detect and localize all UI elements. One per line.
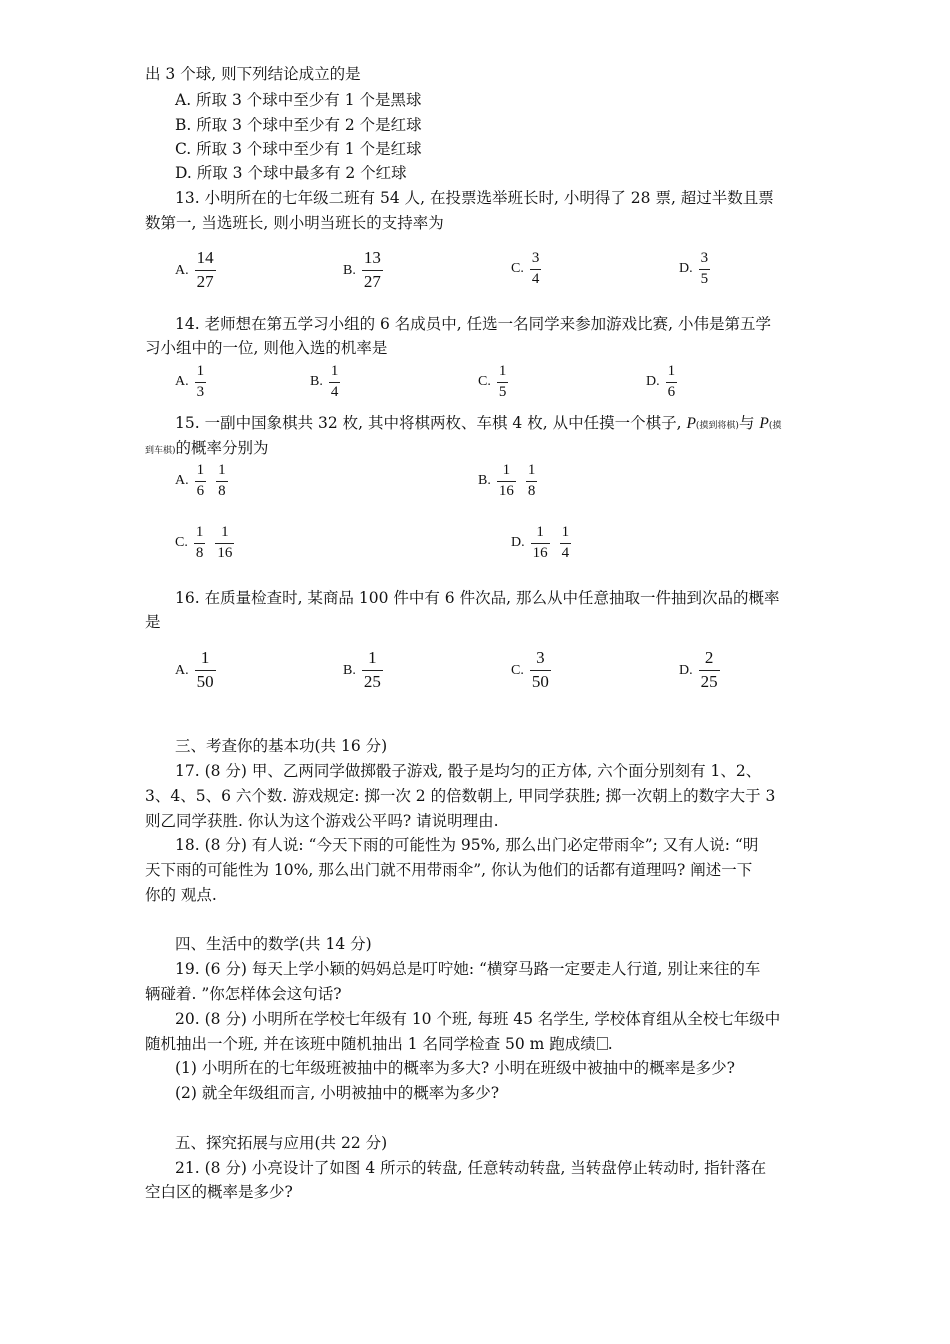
q16-option-b bbox=[343, 648, 383, 693]
q21-line1: 21. (8 分) 小亮设计了如图 4 所示的转盘, 任意转动转盘, 当转盘停止转动时, 指针落在 bbox=[175, 1159, 767, 1177]
q20-line2 bbox=[145, 1033, 613, 1055]
option-label: D. bbox=[679, 261, 693, 276]
numerator: 1 bbox=[561, 524, 570, 540]
option-label: B. bbox=[310, 374, 323, 389]
q12-option-a: A. 所取 3 个球中至少有 1 个是黑球 bbox=[175, 91, 422, 109]
numerator: 1 bbox=[196, 462, 205, 478]
numerator: 1 bbox=[330, 363, 339, 379]
q13-option-d bbox=[679, 250, 710, 288]
option-label: C. bbox=[478, 374, 491, 389]
denominator: 50 bbox=[531, 672, 549, 691]
q19-line1: 19. (6 分) 每天上学小颖的妈妈总是叮咛她: “横穿马路一定要走人行道, 别让来往的车 bbox=[175, 960, 761, 978]
denominator: 6 bbox=[196, 483, 205, 499]
probability-symbol: P bbox=[686, 415, 696, 432]
numerator: 1 bbox=[527, 462, 536, 478]
denominator: 5 bbox=[700, 271, 709, 287]
denominator: 3 bbox=[196, 384, 205, 400]
q14-line2: 习小组中的一位, 则他入选的机率是 bbox=[145, 339, 388, 357]
numerator: 1 bbox=[536, 524, 544, 540]
option-label: A. bbox=[175, 473, 189, 488]
numerator: 1 bbox=[368, 648, 377, 667]
q15-line1 bbox=[175, 412, 781, 437]
q16-option-d bbox=[679, 648, 720, 693]
q14-option-a bbox=[175, 363, 206, 401]
numerator: 1 bbox=[200, 648, 210, 667]
option-label: A. bbox=[175, 662, 189, 678]
denominator: 50 bbox=[196, 672, 214, 691]
q16-line2: 是 bbox=[145, 613, 161, 631]
q12-tail: 出 3 个球, 则下列结论成立的是 bbox=[145, 65, 361, 83]
denominator: 27 bbox=[363, 272, 381, 291]
q15-option-a bbox=[175, 462, 228, 500]
q20-sub1: (1) 小明所在的七年级班被抽中的概率为多大? 小明在班级中被抽中的概率是多少? bbox=[175, 1059, 735, 1077]
q14-option-c bbox=[478, 363, 508, 401]
section4-title: 四、生活中的数学(共 14 分) bbox=[175, 935, 372, 953]
denominator: 4 bbox=[330, 384, 339, 400]
numerator: 1 bbox=[195, 524, 204, 540]
q18-line1: 18. (8 分) 有人说: “今天下雨的可能性为 95%, 那么出门必定带雨伞”; 又有人说: “明 bbox=[175, 836, 759, 854]
option-label: B. bbox=[478, 473, 491, 488]
denominator: 8 bbox=[195, 545, 204, 561]
numerator: 1 bbox=[221, 524, 229, 540]
q20-sub2: (2) 就全年级组而言, 小明被抽中的概率为多少? bbox=[175, 1084, 500, 1102]
denominator: 25 bbox=[700, 672, 718, 691]
numerator: 1 bbox=[667, 363, 676, 379]
denominator: 16 bbox=[498, 483, 514, 499]
numerator: 14 bbox=[196, 248, 214, 267]
q15-subscript-2b: 到车棋) bbox=[145, 446, 176, 456]
q13-option-a bbox=[175, 248, 216, 293]
numerator: 2 bbox=[704, 648, 714, 667]
numerator: 1 bbox=[196, 363, 205, 379]
q20-period: . bbox=[607, 1035, 613, 1053]
denominator: 16 bbox=[217, 545, 233, 561]
q16-option-c bbox=[511, 648, 551, 693]
q20-text: 随机抽出一个班, 并在该班中随机抽出 1 名同学检查 50 m 跑成绩 bbox=[145, 1035, 596, 1053]
q15-subscript-1: (摸到将棋) bbox=[695, 421, 739, 431]
q19-line2: 辆碰着. ”你怎样体会这句话? bbox=[145, 985, 342, 1003]
q12-option-c: C. 所取 3 个球中至少有 1 个是红球 bbox=[175, 140, 422, 158]
q15-option-d bbox=[511, 524, 571, 562]
option-label: D. bbox=[511, 535, 525, 550]
q16-line1: 16. 在质量检查时, 某商品 100 件中有 6 件次品, 那么从中任意抽取一件抽到次品的概率 bbox=[175, 589, 780, 607]
section3-title: 三、考查你的基本功(共 16 分) bbox=[175, 737, 388, 755]
denominator: 16 bbox=[532, 545, 548, 561]
q18-line2: 天下雨的可能性为 10%, 那么出门就不用带雨伞”, 你认为他们的话都有道理吗? 阐述一下 bbox=[145, 861, 753, 879]
option-label: C. bbox=[511, 662, 524, 678]
section5-title: 五、探究拓展与应用(共 22 分) bbox=[175, 1134, 388, 1152]
probability-symbol: P bbox=[759, 415, 769, 432]
numerator: 3 bbox=[531, 250, 540, 266]
option-label: B. bbox=[343, 662, 356, 678]
q17-line3: 则乙同学获胜. 你认为这个游戏公平吗? 请说明理由. bbox=[145, 812, 499, 830]
option-label: D. bbox=[679, 662, 693, 678]
denominator: 25 bbox=[363, 672, 381, 691]
q13-option-c bbox=[511, 250, 541, 288]
q13-option-b bbox=[343, 248, 383, 293]
q15-text: 15. 一副中国象棋共 32 枚, 其中将棋两枚、车棋 4 枚, 从中任摸一个棋子, bbox=[175, 414, 687, 432]
q14-line1: 14. 老师想在第五学习小组的 6 名成员中, 任选一名同学来参加游戏比赛, 小伟是第五学 bbox=[175, 315, 772, 333]
denominator: 6 bbox=[667, 384, 676, 400]
q17-line2: 3、4、5、6 六个数. 游戏规定: 掷一次 2 的倍数朝上, 甲同学获胜; 掷一次朝上的数字大于 3 bbox=[145, 787, 776, 805]
denominator: 8 bbox=[527, 483, 536, 499]
q17-line1: 17. (8 分) 甲、乙两同学做掷骰子游戏, 骰子是均匀的正方体, 六个面分别刻有 1、2、 bbox=[175, 762, 762, 780]
numerator: 13 bbox=[363, 248, 381, 267]
option-label: A. bbox=[175, 374, 189, 389]
q13-line1: 13. 小明所在的七年级二班有 54 人, 在投票选举班长时, 小明得了 28 票, 超过半数且票 bbox=[175, 189, 774, 207]
q15-connector: 与 bbox=[738, 414, 760, 432]
numerator: 3 bbox=[536, 648, 545, 667]
option-label: C. bbox=[511, 261, 524, 276]
q21-line2: 空白区的概率是多少? bbox=[145, 1183, 293, 1201]
q13-line2: 数第一, 当选班长, 则小明当班长的支持率为 bbox=[145, 214, 444, 232]
q16-option-a bbox=[175, 648, 216, 693]
option-label: D. bbox=[646, 374, 660, 389]
q18-line3: 你的 观点. bbox=[145, 886, 217, 904]
q20-line1: 20. (8 分) 小明所在学校七年级有 10 个班, 每班 45 名学生, 学校体育组从全校七年级中 bbox=[175, 1010, 781, 1028]
q14-option-b bbox=[310, 363, 340, 401]
q12-option-d: D. 所取 3 个球中最多有 2 个红球 bbox=[175, 164, 407, 182]
numerator: 1 bbox=[498, 363, 507, 379]
option-label: B. bbox=[343, 262, 356, 278]
numerator: 3 bbox=[700, 250, 709, 266]
q15-line2 bbox=[145, 437, 269, 462]
q15-text: 的概率分别为 bbox=[175, 439, 269, 457]
numerator: 1 bbox=[502, 462, 511, 478]
q15-option-c bbox=[175, 524, 234, 562]
q15-subscript-2a: (摸 bbox=[768, 421, 782, 431]
q15-option-b bbox=[478, 462, 537, 500]
q12-option-b: B. 所取 3 个球中至少有 2 个是红球 bbox=[175, 116, 422, 134]
option-label: A. bbox=[175, 262, 189, 278]
denominator: 4 bbox=[561, 545, 570, 561]
q14-option-d bbox=[646, 363, 677, 401]
denominator: 5 bbox=[498, 384, 507, 400]
denominator: 8 bbox=[218, 483, 226, 499]
numerator: 1 bbox=[218, 462, 226, 478]
missing-glyph-box bbox=[597, 1037, 608, 1050]
denominator: 27 bbox=[196, 272, 214, 291]
option-label: C. bbox=[175, 535, 188, 550]
denominator: 4 bbox=[531, 271, 540, 287]
